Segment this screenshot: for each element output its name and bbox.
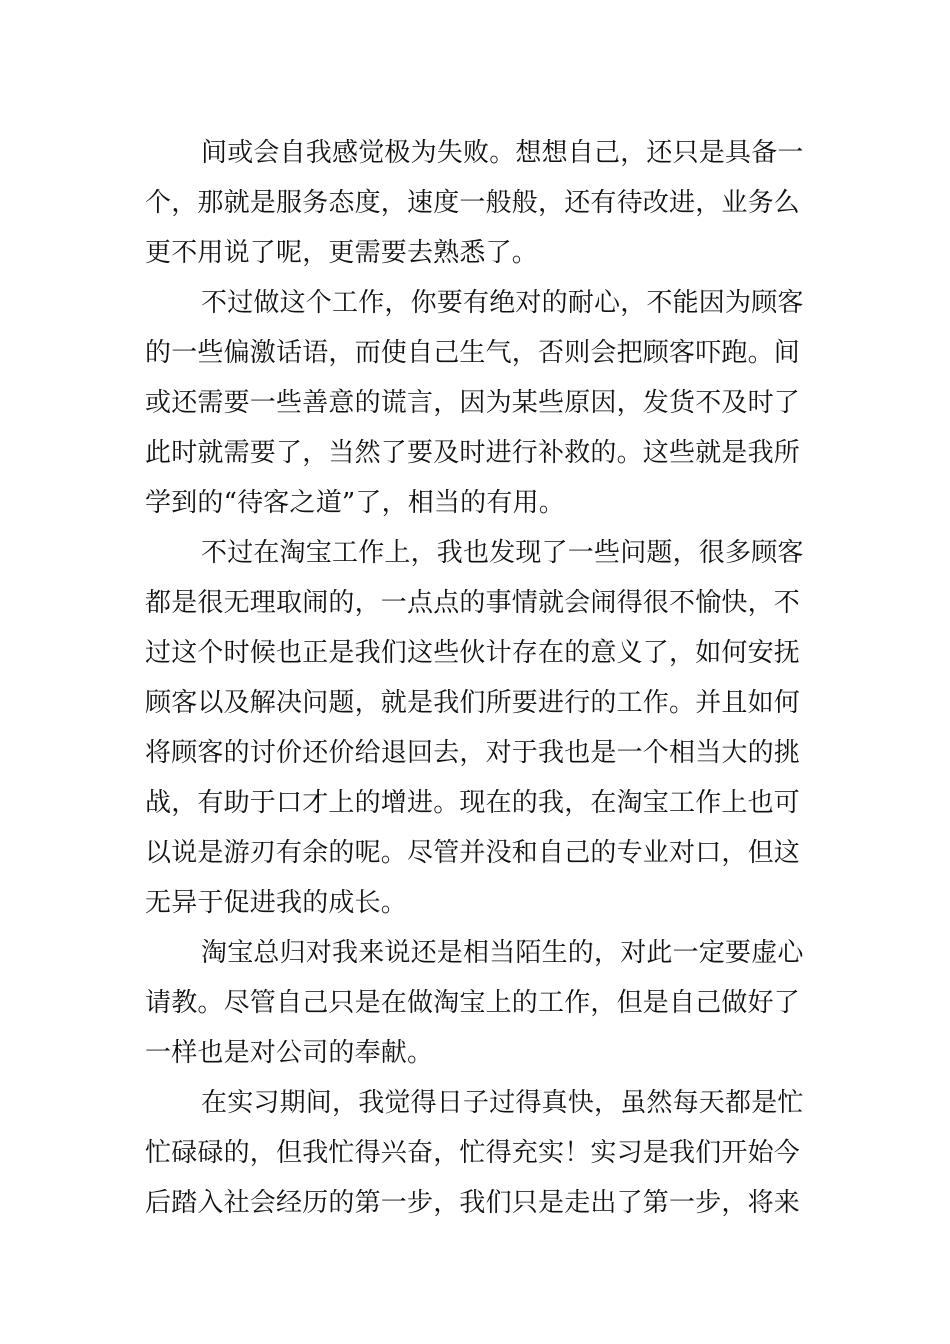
text-line: 无异于促进我的成长。 [145, 888, 408, 918]
text-line: 不过做这个工作，你要有绝对的耐心，不能因为顾客 [201, 288, 804, 318]
text-line: 或还需要一些善意的谎言，因为某些原因，发货不及时了 [145, 388, 801, 418]
text-line: 个，那就是服务态度，速度一般般，还有待改进，业务么 [145, 188, 801, 218]
text-line: 淘宝总归对我来说还是相当陌生的，对此一定要虚心 [201, 938, 804, 968]
text-line: 过这个时候也正是我们这些伙计存在的意义了，如何安抚 [145, 638, 801, 668]
text-line: 不过在淘宝工作上，我也发现了一些问题，很多顾客 [201, 538, 804, 568]
text-line: 学到的“待客之道”了，相当的有用。 [145, 488, 565, 518]
text-line: 的一些偏激话语，而使自己生气，否则会把顾客吓跑。间 [145, 338, 801, 368]
text-line: 更不用说了呢，更需要去熟悉了。 [145, 238, 539, 268]
text-line: 一样也是对公司的奉献。 [145, 1038, 434, 1068]
text-line: 请教。尽管自己只是在做淘宝上的工作，但是自己做好了 [145, 988, 801, 1018]
text-line: 间或会自我感觉极为失败。想想自己，还只是具备一 [201, 138, 804, 168]
text-line: 忙碌碌的，但我忙得兴奋，忙得充实！实习是我们开始今 [145, 1138, 801, 1168]
text-line: 都是很无理取闹的，一点点的事情就会闹得很不愉快，不 [145, 588, 801, 618]
text-line: 此时就需要了，当然了要及时进行补救的。这些就是我所 [145, 438, 801, 468]
text-line: 将顾客的讨价还价给退回去，对于我也是一个相当大的挑 [145, 738, 801, 768]
text-line: 顾客以及解决问题，就是我们所要进行的工作。并且如何 [145, 688, 801, 718]
text-line: 在实习期间，我觉得日子过得真快，虽然每天都是忙 [201, 1088, 804, 1118]
text-line: 后踏入社会经历的第一步，我们只是走出了第一步，将来 [145, 1188, 801, 1218]
text-line: 以说是游刃有余的呢。尽管并没和自己的专业对口，但这 [145, 838, 801, 868]
document-body [145, 128, 810, 1228]
text-line: 战，有助于口才上的增进。现在的我，在淘宝工作上也可 [145, 788, 801, 818]
